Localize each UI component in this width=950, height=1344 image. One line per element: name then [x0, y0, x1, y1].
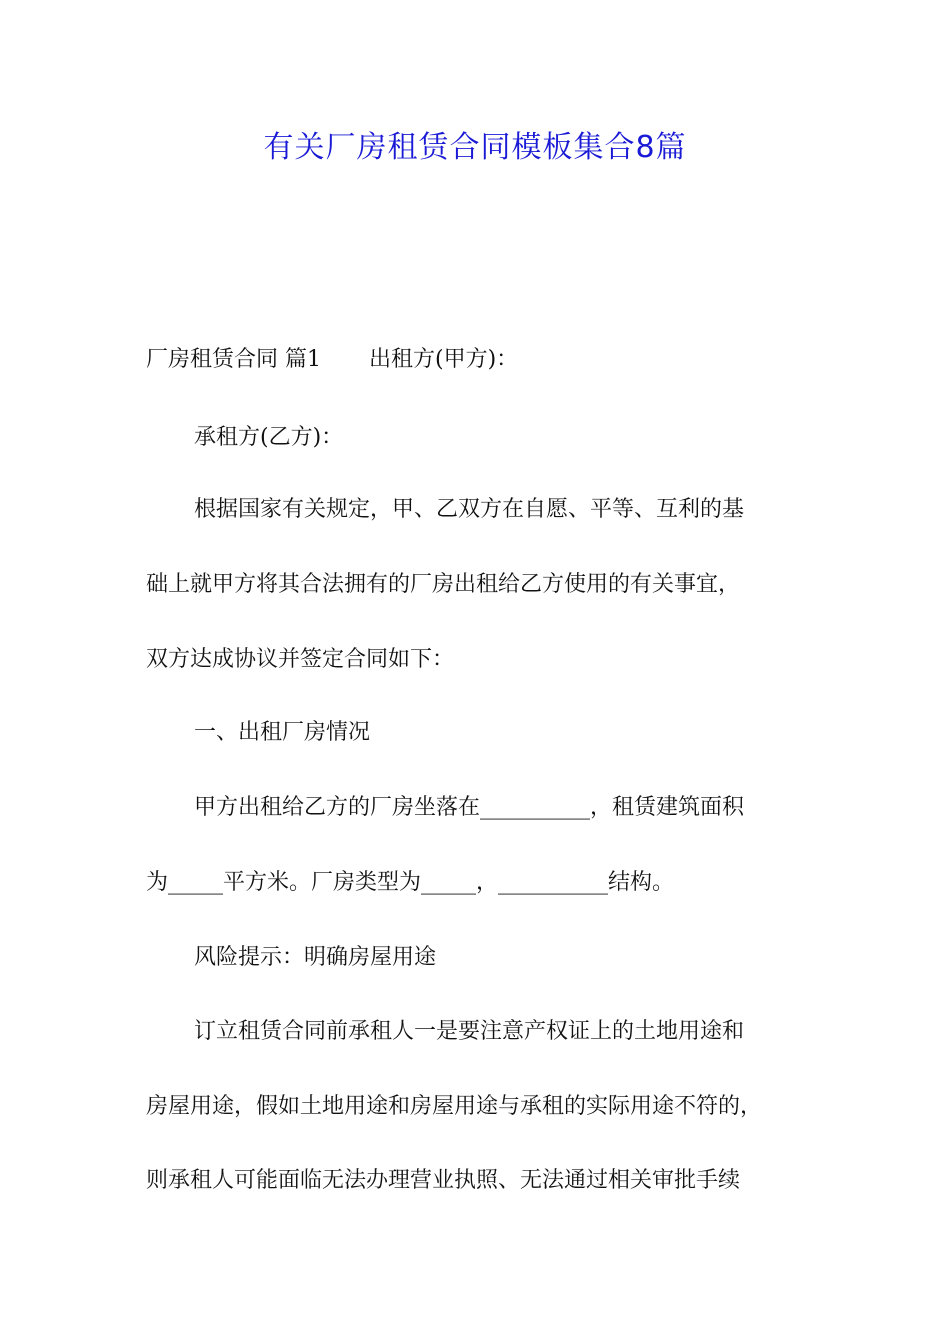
- lessee-label: 承租方(乙方)：: [194, 425, 344, 450]
- paragraph-line: 双方达成协议并签定合同如下：: [146, 647, 455, 672]
- section-heading-line: [146, 345, 826, 375]
- paragraph-line: 房屋用途，假如土地用途和房屋用途与承租的实际用途不符的，: [146, 1094, 763, 1119]
- risk-tip-heading: 风险提示：明确房屋用途: [194, 945, 437, 970]
- paragraph-line: 则承租人可能面临无法办理营业执照、无法通过相关审批手续: [146, 1168, 741, 1193]
- section-label: 厂房租赁合同 篇1: [146, 347, 321, 372]
- paragraph-line: 根据国家有关规定，甲、乙双方在自愿、平等、互利的基: [194, 497, 745, 522]
- document-title: 有关厂房租赁合同模板集合8篇: [263, 130, 687, 165]
- paragraph-line: 订立租赁合同前承租人一是要注意产权证上的土地用途和: [194, 1019, 745, 1044]
- paragraph-line: 为_____平方米。厂房类型为_____，__________结构。: [146, 870, 675, 895]
- paragraph-line: 础上就甲方将其合法拥有的厂房出租给乙方使用的有关事宜，: [146, 572, 741, 597]
- clause-heading: 一、出租厂房情况: [194, 720, 371, 745]
- lessor-label: 出租方(甲方)：: [369, 347, 519, 372]
- paragraph-line: 甲方出租给乙方的厂房坐落在__________，租赁建筑面积: [194, 795, 745, 820]
